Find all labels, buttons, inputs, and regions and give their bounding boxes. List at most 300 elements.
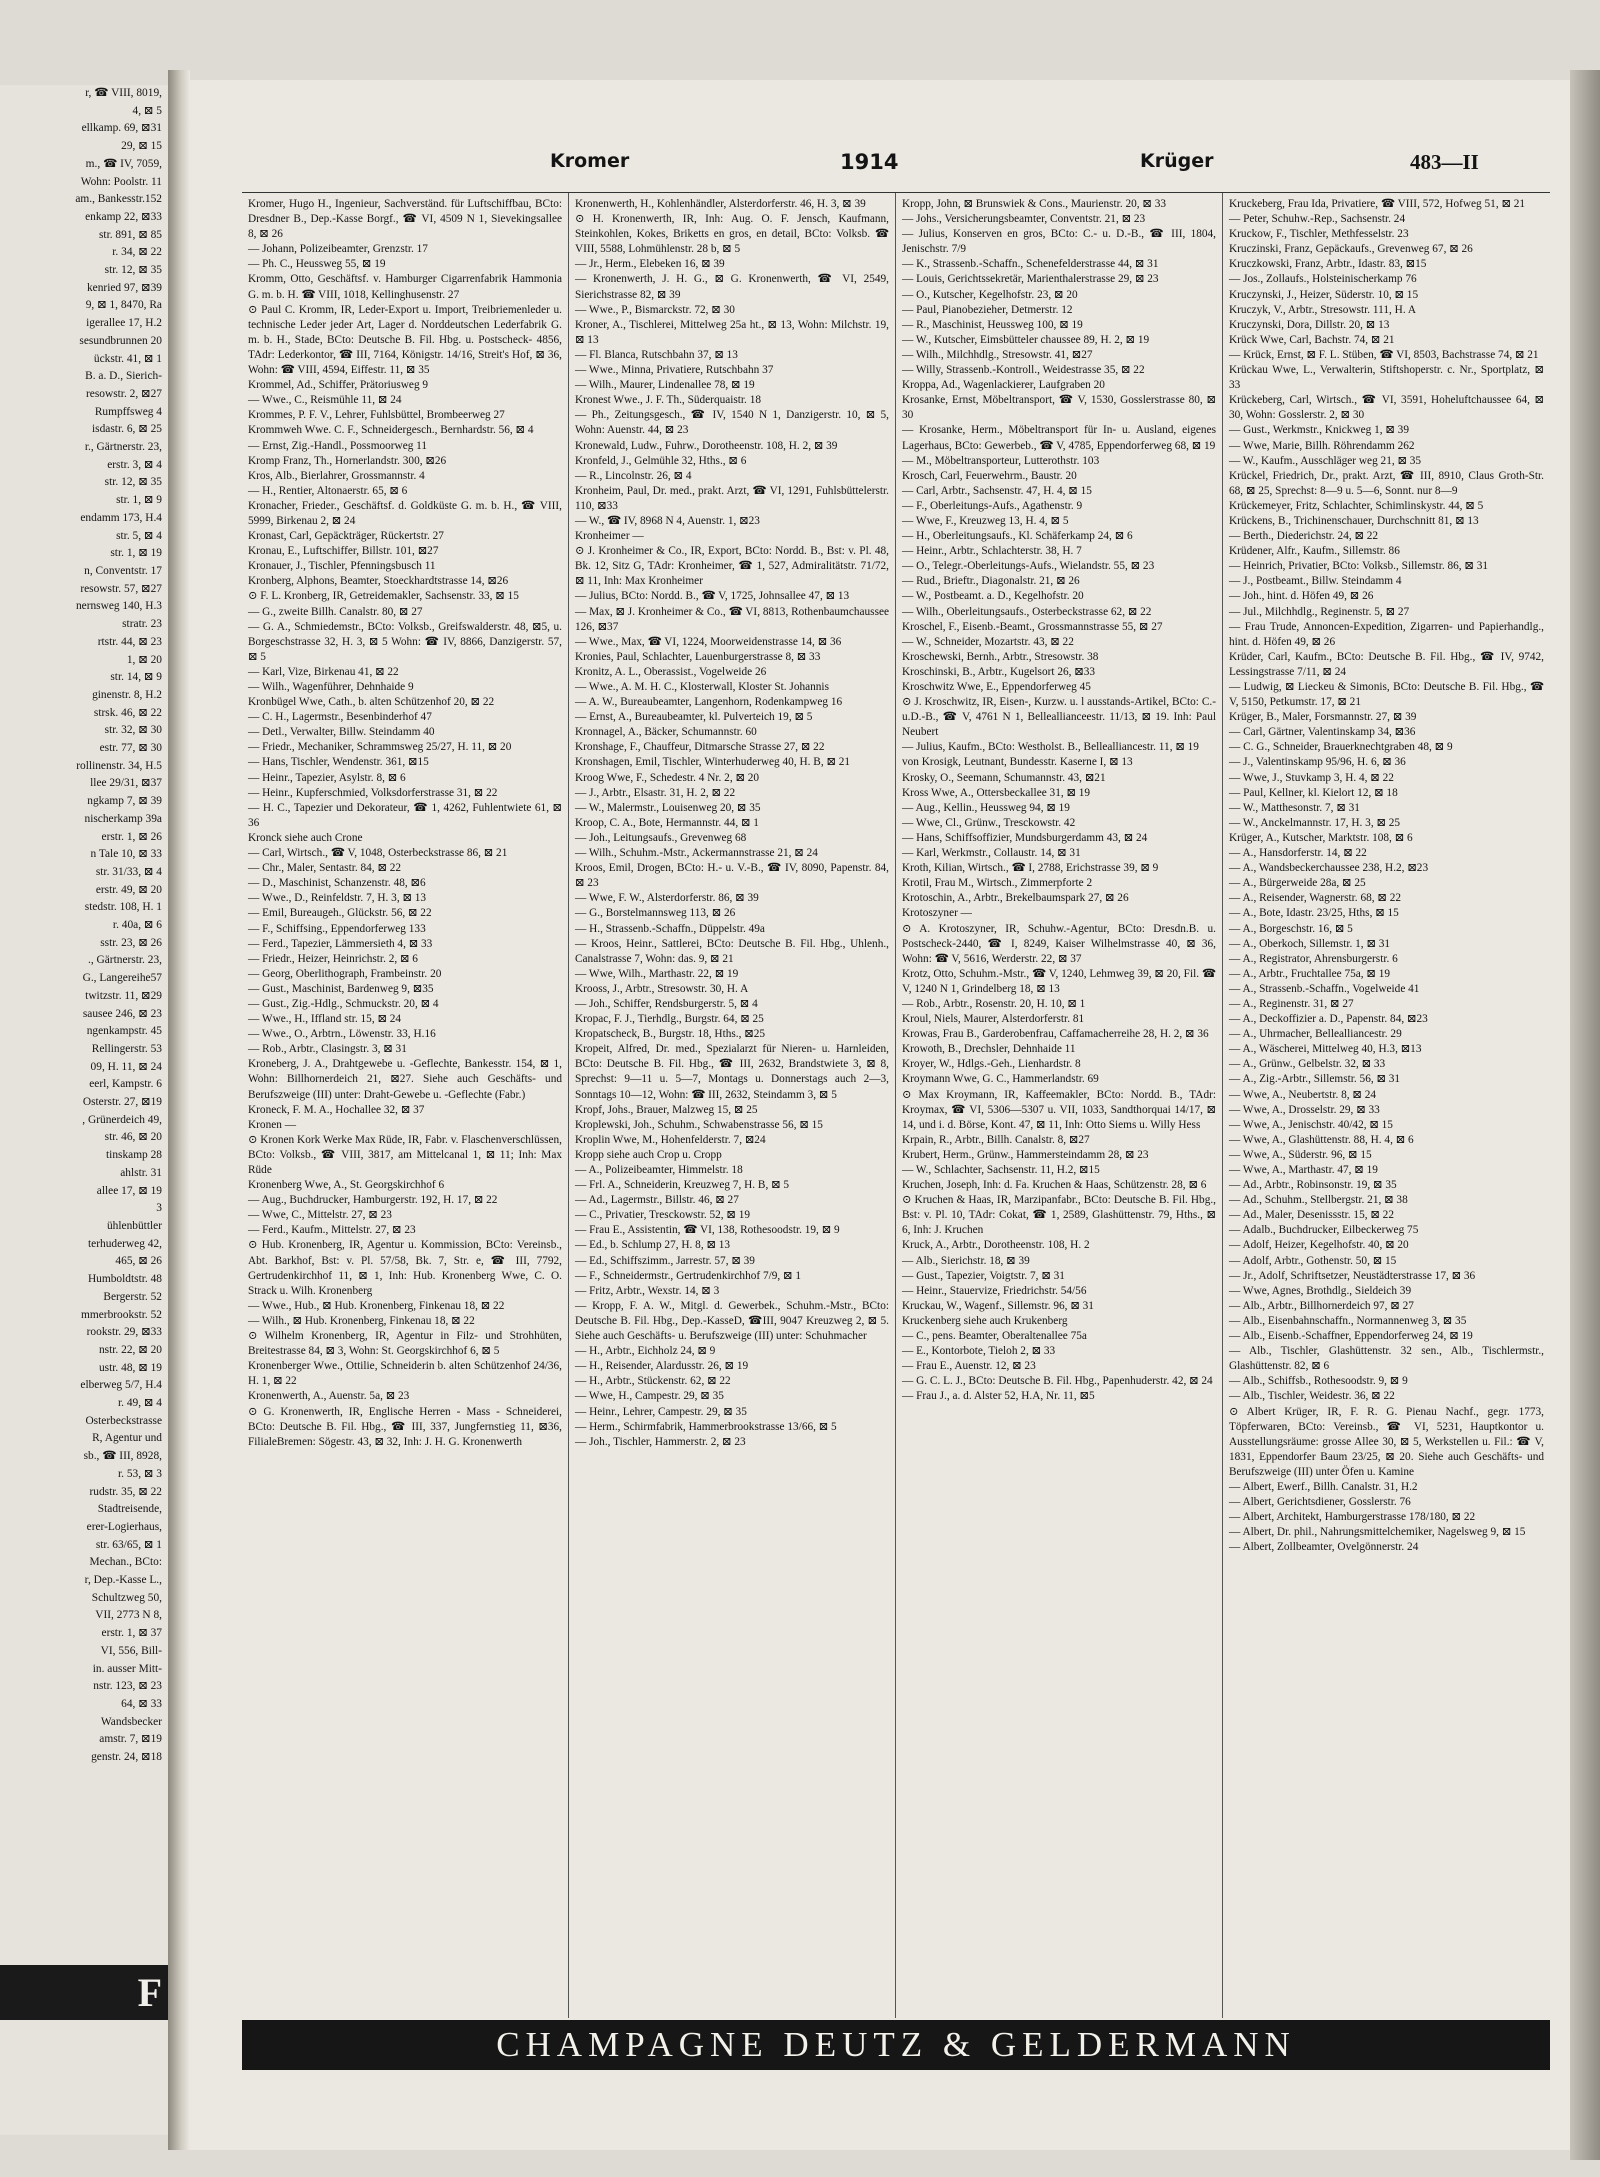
directory-entry: — F., Schneidermstr., Gertrudenkirchhof 7/9, ⊠ 1 <box>575 1269 801 1282</box>
left-page-line: erstr. 1, ⊠ 37 <box>101 1627 162 1640</box>
directory-entry: — F., Schiffsing., Eppendorferweg 133 <box>248 922 426 935</box>
directory-entry: — Gust., Zig.-Hdlg., Schmuckstr. 20, ⊠ 4 <box>248 997 439 1010</box>
directory-entry: — W., Anckelmannstr. 17, H. 3, ⊠ 25 <box>1229 816 1401 829</box>
directory-entry: — Wwe., D., Reinfeldstr. 7, H. 3, ⊠ 13 <box>248 892 427 905</box>
directory-entry: — Wwe, J., Stuvkamp 3, H. 4, ⊠ 22 <box>1229 771 1394 784</box>
directory-entry: Kromp Franz, Th., Hornerlandstr. 300, ⊠26 <box>248 454 447 467</box>
left-page-line: mmerbrookstr. 52 <box>81 1308 162 1321</box>
directory-entry: — Emil, Bureaugeh., Glückstr. 56, ⊠ 22 <box>248 907 432 920</box>
directory-entry: Kronshagen, Emil, Tischler, Winterhuderweg 40, H. B, ⊠ 21 <box>575 756 851 769</box>
left-page-line: erstr. 3, ⊠ 4 <box>107 458 162 471</box>
directory-entry: — Albert, Architekt, Hamburgerstrasse 178/180, ⊠ 22 <box>1229 1511 1476 1524</box>
left-page-line: Rellingerstr. 53 <box>91 1042 162 1055</box>
directory-entry: Krotz, Otto, Schuhm.-Mstr., ☎ V, 1240, Lehmweg 39, ⊠ 20, Fil. ☎ V, 1240 N 1, Grindelberg 18, ⊠ 13 <box>902 967 1216 995</box>
directory-entry: — Wwe, Cl., Grünw., Tresckowstr. 42 <box>902 816 1076 829</box>
left-page-line: genstr. 24, ⊠18 <box>91 1751 162 1764</box>
left-page-line: Wohn: Poolstr. 11 <box>80 175 162 188</box>
left-page-line: Osterstr. 27, ⊠19 <box>82 1096 162 1109</box>
directory-entry: — C. G., Schneider, Brauerknechtgraben 48, ⊠ 9 <box>1229 741 1453 754</box>
directory-entry: — Wwe., P., Bismarckstr. 72, ⊠ 30 <box>575 303 735 316</box>
directory-entry: — Ed., Schiffszimm., Jarrestr. 57, ⊠ 39 <box>575 1254 755 1267</box>
advertisement-banner: CHAMPAGNE DEUTZ & GELDERMANN <box>242 2020 1550 2070</box>
left-page-line: r. 40a, ⊠ 6 <box>112 919 162 932</box>
directory-entry: — Frl. A., Schneiderin, Kreuzweg 7, H. B, ⊠ 5 <box>575 1179 790 1192</box>
left-page-line: enkamp 22, ⊠33 <box>85 210 162 223</box>
directory-entry: — Heinrich, Privatier, BCto: Volksb., Sillemstr. 86, ⊠ 31 <box>1229 560 1489 573</box>
directory-entry: — Frau E., Auenstr. 12, ⊠ 23 <box>902 1360 1036 1373</box>
directory-entry: — Jr., Adolf, Schriftsetzer, Neustädterstrasse 17, ⊠ 36 <box>1229 1269 1476 1282</box>
left-page-fragment <box>0 85 170 2135</box>
left-page-line: tinskamp 28 <box>105 1149 162 1162</box>
directory-entry: Kroschewski, Bernh., Arbtr., Stresowstr. 38 <box>902 650 1099 663</box>
directory-entry: — Georg, Oberlithograph, Frambeinstr. 20 <box>248 967 442 980</box>
directory-entry: — Fritz, Arbtr., Wexstr. 14, ⊠ 3 <box>575 1284 720 1297</box>
directory-entry: — Julius, Kaufm., BCto: Westholst. B., Bellealliancestr. 11, ⊠ 19 <box>902 741 1199 754</box>
directory-entry: — Wwe, Marie, Billh. Röhrendamm 262 <box>1229 439 1415 452</box>
left-page-line: ginenstr. 8, H.2 <box>92 688 162 701</box>
directory-entry: — Heinr., Arbtr., Schlachterstr. 38, H. 7 <box>902 545 1082 558</box>
directory-entry: — Friedr., Mechaniker, Schrammsweg 25/27, H. 11, ⊠ 20 <box>248 741 512 754</box>
directory-entry: Kronacher, Frieder., Geschäftsf. d. Goldküste G. m. b. H., ☎ VIII, 5999, Birkenau 2, ⊠ 24 <box>248 499 562 527</box>
left-page-line: Osterbeckstrasse <box>85 1414 162 1427</box>
left-page-line: kenried 97, ⊠39 <box>86 281 162 294</box>
directory-entry: Kruck, A., Arbtr., Dorotheenstr. 108, H. 2 <box>902 1239 1090 1252</box>
directory-entry: Kronheimer — <box>575 530 644 543</box>
directory-entry: — Wwe., O., Arbtrn., Löwenstr. 33, H.16 <box>248 1028 436 1041</box>
left-page-line: str. 1, ⊠ 9 <box>116 494 162 507</box>
directory-entry: — Ernst, A., Bureaubeamter, kl. Pulverteich 19, ⊠ 5 <box>575 711 813 724</box>
left-page-line: str. 46, ⊠ 20 <box>104 1131 162 1144</box>
directory-entry: — W., Schneider, Mozartstr. 43, ⊠ 22 <box>902 635 1074 648</box>
directory-entry: — Joh., Tischler, Hammerstr. 2, ⊠ 23 <box>575 1435 746 1448</box>
left-page-line: Mechan., BCto: <box>89 1556 162 1569</box>
directory-entry: Kroog Wwe, F., Schedestr. 4 Nr. 2, ⊠ 20 <box>575 771 760 784</box>
directory-entry: — Berth., Diederichstr. 24, ⊠ 22 <box>1229 530 1379 543</box>
directory-entry: — Ph. C., Heussweg 55, ⊠ 19 <box>248 258 386 271</box>
directory-entry: Kroul, Niels, Maurer, Alsterdorferstr. 81 <box>902 1013 1085 1026</box>
directory-entry: — Adolf, Heizer, Kegelhofstr. 40, ⊠ 20 <box>1229 1239 1409 1252</box>
directory-entry: — Alb., Eisenbahnschaffn., Normannenweg 3, ⊠ 35 <box>1229 1314 1467 1327</box>
directory-entry: Kros, Alb., Bierlahrer, Grossmannstr. 4 <box>248 469 425 482</box>
directory-entry: — Aug., Buchdrucker, Hamburgerstr. 192, H. 17, ⊠ 22 <box>248 1194 498 1207</box>
header-year: 1914 <box>840 150 899 174</box>
directory-entry: — Ph., Zeitungsgesch., ☎ IV, 1540 N 1, Danzigerstr. 10, ⊠ 5, Wohn: Auenstr. 44, ⊠ 23 <box>575 409 889 437</box>
left-page-line: str. 5, ⊠ 4 <box>116 529 162 542</box>
left-page-line: resowstr. 57, ⊠27 <box>80 582 162 595</box>
directory-entry: — Wilh., Maurer, Lindenallee 78, ⊠ 19 <box>575 379 755 392</box>
directory-entry: — Alb., Arbtr., Billhornerdeich 97, ⊠ 27 <box>1229 1299 1414 1312</box>
directory-entry: — Wwe., A. M. H. C., Klosterwall, Kloster St. Johannis <box>575 681 829 693</box>
left-page-line: str. 12, ⊠ 35 <box>104 264 162 277</box>
directory-entry: — A., Strassenb.-Schaffn., Vogelweide 41 <box>1229 982 1420 995</box>
directory-entry: Kronau, E., Luftschiffer, Billstr. 101, ⊠27 <box>248 545 439 558</box>
directory-entry: — Detl., Verwalter, Billw. Steindamm 40 <box>248 726 435 739</box>
left-page-line: 64, ⊠ 33 <box>121 1697 162 1710</box>
directory-entry: Kroppa, Ad., Wagenlackierer, Laufgraben 20 <box>902 379 1105 392</box>
directory-entry: — Fl. Blanca, Rutschbahn 37, ⊠ 13 <box>575 348 738 361</box>
directory-entry: Kronauer, J., Tischler, Pfenningsbusch 11 <box>248 560 436 573</box>
directory-entry: Kronbügel Wwe, Cath., b. alten Schützenhof 20, ⊠ 22 <box>248 696 495 709</box>
left-page-line: 29, ⊠ 15 <box>121 140 162 153</box>
directory-entry: — H., Rentier, Altonaerstr. 65, ⊠ 6 <box>248 484 408 497</box>
left-page-line: ngenkampstr. 45 <box>86 1025 162 1038</box>
column-3 <box>896 193 1223 2018</box>
directory-entry: Krosky, O., Seemann, Schumannstr. 43, ⊠21 <box>902 771 1106 784</box>
directory-entry: — Wwe, A., Marthastr. 47, ⊠ 19 <box>1229 1164 1378 1176</box>
directory-entry: — J., Valentinskamp 95/96, H. 6, ⊠ 36 <box>1229 756 1406 769</box>
left-page-line: llee 29/31, ⊠37 <box>90 777 162 790</box>
directory-entry: — W., ☎ IV, 8968 N 4, Auenstr. 1, ⊠23 <box>575 514 760 527</box>
directory-entry: — J., Postbeamt., Billw. Steindamm 4 <box>1229 575 1402 588</box>
left-page-line: 9, ⊠ 1, 8470, Ra <box>85 299 162 312</box>
directory-entry: — A., Wandsbeckerchaussee 238, H.2, ⊠23 <box>1229 862 1429 875</box>
directory-entry: — A., Zig.-Arbtr., Sillemstr. 56, ⊠ 31 <box>1229 1073 1401 1086</box>
directory-entry: — C. H., Lagermstr., Besenbinderhof 47 <box>248 711 432 724</box>
directory-entry: — Wilh., ⊠ Hub. Kronenberg, Finkenau 18, ⊠ 22 <box>248 1314 475 1327</box>
directory-entry: Kropatscheck, B., Burgstr. 18, Hths., ⊠25 <box>575 1028 765 1041</box>
directory-entry: ⊙ Albert Krüger, IR, F. R. G. Pienau Nachf., gegr. 1773, Töpferwaren, BCto: Vereinsb., ☎ VI, 5231, Hauptkontor u. Ausstellungsräume: grosse Allee 30, ⊠ 5, Werkstellen u. Fil.: ☎ V, 1831, Eppendorfer Baum 23/25, ⊠ 20. Siehe auch Geschäfts- und Berufszweige (III) unter Öfen u. Kamine <box>1229 1405 1544 1478</box>
left-page-line: r, ☎ VIII, 8019, <box>85 87 162 99</box>
directory-entry: Krotoszyner — <box>902 907 972 920</box>
left-page-line: am., Bankesstr.152 <box>75 193 162 206</box>
left-page-line: eerl, Kampstr. 6 <box>89 1078 162 1091</box>
directory-entry: Kroop, C. A., Bote, Hermannstr. 44, ⊠ 1 <box>575 816 759 829</box>
directory-entry: Krowoth, B., Drechsler, Dehnhaide 11 <box>902 1043 1076 1056</box>
directory-entry: Kronewald, Ludw., Fuhrw., Dorotheenstr. 108, H. 2, ⊠ 39 <box>575 439 838 452</box>
directory-entry: — Wwe., Minna, Privatiere, Rutschbahn 37 <box>575 364 774 377</box>
left-page-line: ngkamp 7, ⊠ 39 <box>87 795 162 808</box>
directory-entry: — A., Arbtr., Fruchtallee 75a, ⊠ 19 <box>1229 967 1391 980</box>
directory-entry: von Krosigk, Leutnant, Bundesstr. Kaserne I, ⊠ 13 <box>902 756 1133 769</box>
directory-entry: Kronast, Carl, Gepäckträger, Rückertstr. 27 <box>248 530 444 543</box>
directory-entry: — Wwe, C., Mittelstr. 27, ⊠ 23 <box>248 1209 392 1222</box>
directory-entry: Kronenwerth, A., Auenstr. 5a, ⊠ 23 <box>248 1390 410 1403</box>
directory-entry: — Wwe, A., Glashüttenstr. 88, H. 4, ⊠ 6 <box>1229 1133 1414 1146</box>
left-page-line: r, Dep.-Kasse L., <box>84 1574 162 1587</box>
directory-entry: — W., Schlachter, Sachsenstr. 11, H.2, ⊠15 <box>902 1164 1100 1176</box>
left-page-line: , Grünerdeich 49, <box>82 1113 162 1126</box>
header-right-word: Krüger <box>1140 150 1214 172</box>
directory-entry: — G. C. L. J., BCto: Deutsche B. Fil. Hbg., Papenhuderstr. 42, ⊠ 24 <box>902 1375 1213 1388</box>
directory-entry: — A., Borgeschstr. 16, ⊠ 5 <box>1229 922 1353 935</box>
directory-entry: Kruczkowski, Franz, Arbtr., Idastr. 83, ⊠15 <box>1229 258 1427 271</box>
column-4 <box>1223 193 1550 2018</box>
directory-entry: — Wwe., Hub., ⊠ Hub. Kronenberg, Finkenau 18, ⊠ 22 <box>248 1299 505 1312</box>
left-page-line: stratr. 23 <box>122 618 162 631</box>
directory-entry: Kroneberg, J. A., Drahtgewebe u. -Geflechte, Bankesstr. 154, ⊠ 1, Wohn: Billhornerdeich 21, ⊠27. Siehe auch Geschäfts- und Berufszweige (III) unter: Draht-Gewebe u. -Geflechte (Fabr.) <box>248 1058 562 1101</box>
directory-entry: — Wwe, A., Neubertstr. 8, ⊠ 24 <box>1229 1088 1376 1101</box>
directory-entry: Krück Wwe, Carl, Bachstr. 74, ⊠ 21 <box>1229 333 1395 346</box>
directory-entry: Kruczinski, Franz, Gepäckaufs., Grevenweg 67, ⊠ 26 <box>1229 243 1473 256</box>
directory-entry: — Wwe, Agnes, Brothdlg., Sieldeich 39 <box>1229 1284 1412 1297</box>
left-page-footer: F <box>0 1965 168 2020</box>
directory-entry: — Albert, Ewerf., Billh. Canalstr. 31, H.2 <box>1229 1480 1418 1493</box>
directory-entry: — A., Reisender, Wagnerstr. 68, ⊠ 22 <box>1229 892 1401 905</box>
directory-entry: — H., Arbtr., Eichholz 24, ⊠ 9 <box>575 1345 716 1358</box>
directory-entry: — Wwe., H., Iffland str. 15, ⊠ 24 <box>248 1013 402 1026</box>
left-page-line: nstr. 123, ⊠ 23 <box>93 1680 162 1693</box>
directory-entry: Kronen — <box>248 1118 297 1131</box>
directory-entry: Krotil, Frau M., Wirtsch., Zimmerpforte 2 <box>902 877 1093 890</box>
left-page-line: nischerkamp 39a <box>84 812 162 825</box>
directory-entry: — Louis, Gerichtssekretär, Marienthalerstrasse 29, ⊠ 23 <box>902 273 1159 286</box>
directory-entry: — Kropp, F. A. W., Mitgl. d. Gewerbek., Schuhm.-Mstr., BCto: Deutsche B. Fil. Hbg., Dep.-KasseD, ☎III, 9047 Kreuzweg 2, ⊠ 5. Siehe auch Geschäfts- u. Berufszweige (III) unter: Schuhmacher <box>575 1299 889 1343</box>
left-page-line: rtstr. 44, ⊠ 23 <box>97 635 162 648</box>
directory-entry: — H. C., Tapezier und Dekorateur, ☎ 1, 4262, Fuhlentwiete 61, ⊠ 36 <box>248 801 562 829</box>
directory-entry: — Hans, Tischler, Wendenstr. 361, ⊠15 <box>248 756 429 769</box>
directory-entry: Kronberg, Alphons, Beamter, Stoeckhardtstrasse 14, ⊠26 <box>248 575 509 588</box>
directory-entry: Krückeberg, Carl, Wirtsch., ☎ VI, 3591, Hoheluftchaussee 64, ⊠ 30, Wohn: Gosslerstr. 2, ⊠ 30 <box>1229 394 1544 422</box>
directory-entry: — Wilh., Milchhdlg., Stresowstr. 41, ⊠27 <box>902 348 1093 361</box>
left-page-line: r., Gärtnerstr. 23, <box>84 441 162 454</box>
left-page-line: elberweg 5/7, H.4 <box>80 1379 162 1392</box>
directory-entry: Kroymann Wwe, G. C., Hammerlandstr. 69 <box>902 1073 1099 1086</box>
directory-entry: — Krosanke, Herm., Möbeltransport für In- u. Ausland, eigenes Lagerhaus, BCto: Gewerbeb., ☎ V, 4785, Eppendorferweg 68, ⊠ 19 <box>902 424 1216 452</box>
directory-entry: — Gust., Tapezier, Voigtstr. 7, ⊠ 31 <box>902 1269 1065 1282</box>
directory-entry: — W., Malermstr., Louisenweg 20, ⊠ 35 <box>575 801 761 814</box>
directory-entry: — F., Oberleitungs-Aufs., Agathenstr. 9 <box>902 499 1083 512</box>
directory-entry: Kroth, Kilian, Wirtsch., ☎ I, 2788, Erichstrasse 39, ⊠ 9 <box>902 862 1159 875</box>
directory-entry: Kroneck, F. M. A., Hochallee 32, ⊠ 37 <box>248 1103 425 1116</box>
left-page-line: ahlstr. 31 <box>120 1166 162 1179</box>
directory-entry: — Peter, Schuhw.-Rep., Sachsenstr. 24 <box>1229 213 1406 226</box>
directory-entry: Kross Wwe, A., Ottersbeckallee 31, ⊠ 19 <box>902 786 1091 799</box>
directory-entry: Krückemeyer, Fritz, Schlachter, Schimlinskystr. 44, ⊠ 5 <box>1229 499 1484 512</box>
directory-entry: — Julius, Konserven en gros, BCto: C.- u. D.-B., ☎ III, 1804, Jenischstr. 7/9 <box>902 228 1216 256</box>
directory-entry: — Paul, Pianobezieher, Detmerstr. 12 <box>902 303 1073 316</box>
directory-entry: Krückau Wwe, L., Verwalterin, Stiftshoperstr. c. Nr., Sportplatz, ⊠ 33 <box>1229 364 1544 392</box>
directory-entry: Krüdener, Alfr., Kaufm., Sillemstr. 86 <box>1229 545 1400 558</box>
directory-entry: — Gust., Werkmstr., Knickweg 1, ⊠ 39 <box>1229 424 1409 437</box>
left-page-line: endamm 173, H.4 <box>80 511 162 524</box>
left-page-line: sb., ☎ III, 8928, <box>83 1450 162 1463</box>
left-page-line: Rumpffsweg 4 <box>94 405 162 418</box>
directory-entry: Kruczynski, J., Heizer, Süderstr. 10, ⊠ 15 <box>1229 288 1419 301</box>
left-page-line: stedstr. 108, H. 1 <box>84 901 162 914</box>
left-page-line: 465, ⊠ 26 <box>115 1255 162 1268</box>
directory-entry: — Aug., Kellin., Heussweg 94, ⊠ 19 <box>902 801 1070 814</box>
left-page-line: r. 53, ⊠ 3 <box>117 1467 162 1480</box>
directory-entry: — Alb., Tischler, Glashüttenstr. 32 sen., Alb., Tischlermstr., Glashüttenstr. 82, ⊠ 6 <box>1229 1345 1544 1373</box>
left-page-line: nernsweg 140, H.3 <box>75 600 162 613</box>
left-page-line: str. 32, ⊠ 30 <box>104 724 162 737</box>
directory-entry: — Wwe., Max, ☎ VI, 1224, Moorweidenstrasse 14, ⊠ 36 <box>575 635 842 648</box>
directory-entry: — Rud., Brieftr., Diagonalstr. 21, ⊠ 26 <box>902 575 1080 588</box>
directory-entry: Kropp, John, ⊠ Brunswiek & Cons., Maurienstr. 20, ⊠ 33 <box>902 198 1167 210</box>
directory-entry: — Adolf, Arbtr., Gothenstr. 50, ⊠ 15 <box>1229 1254 1397 1267</box>
directory-entry: — Heinr., Stauervize, Friedrichstr. 54/56 <box>902 1284 1087 1297</box>
directory-entry: — Jul., Milchhdlg., Reginenstr. 5, ⊠ 27 <box>1229 605 1410 618</box>
directory-entry: — Rob., Arbtr., Clasingstr. 3, ⊠ 31 <box>248 1043 407 1056</box>
directory-entry: — Ad., Lagermstr., Billstr. 46, ⊠ 27 <box>575 1194 739 1207</box>
directory-entry: — M., Möbeltransporteur, Lutterothstr. 103 <box>902 454 1100 467</box>
left-page-line: str. 1, ⊠ 19 <box>110 547 162 560</box>
directory-entry: — Wwe, A., Drosselstr. 29, ⊠ 33 <box>1229 1103 1380 1116</box>
directory-entry: — Alb., Schiffsb., Rothesoodstr. 9, ⊠ 9 <box>1229 1375 1408 1388</box>
left-page-line: igerallee 17, H.2 <box>86 317 162 330</box>
directory-entry: — Wwe, Wilh., Marthastr. 22, ⊠ 19 <box>575 967 739 980</box>
directory-entry: — Joh., Leitungsaufs., Grevenweg 68 <box>575 831 747 844</box>
directory-entry: — W., Kutscher, Eimsbütteler chaussee 89, H. 2, ⊠ 19 <box>902 333 1150 346</box>
directory-entry: — Rob., Arbtr., Rosenstr. 20, H. 10, ⊠ 1 <box>902 997 1086 1010</box>
directory-entry: Kroyer, W., Hdlgs.-Geh., Lienhardstr. 8 <box>902 1058 1081 1071</box>
directory-entry: Kruckow, F., Tischler, Methfesselstr. 23 <box>1229 228 1409 241</box>
left-page-line: amstr. 7, ⊠19 <box>99 1733 162 1746</box>
directory-entry: — Herm., Schirmfabrik, Hammerbrookstrasse 13/66, ⊠ 5 <box>575 1420 837 1433</box>
directory-entry: Kroos, Emil, Drogen, BCto: H.- u. V.-B., ☎ IV, 8090, Papenstr. 84, ⊠ 23 <box>575 862 889 890</box>
left-page-line: sstr. 23, ⊠ 26 <box>100 936 162 949</box>
left-page-line: Schultzweg 50, <box>91 1591 162 1604</box>
directory-entry: Kroplin Wwe, M., Hohenfelderstr. 7, ⊠24 <box>575 1133 766 1146</box>
directory-entry: — Ludwig, ⊠ Lieckeu & Simonis, BCto: Deutsche B. Fil. Hbg., ☎ V, 5150, Petkumstr. 17, ⊠ 21 <box>1229 681 1544 709</box>
directory-entry: — Ad., Maler, Desenissstr. 15, ⊠ 22 <box>1229 1209 1394 1222</box>
directory-entry: — G. A., Schmiedemstr., BCto: Volksb., Greifswalderstr. 48, ⊠5, u. Borgeschstrasse 32, H. 3, ⊠ 5 Wohn: ☎ IV, 8866, Danzigerstr. 57, ⊠ 5 <box>248 620 562 663</box>
header-left-word: Kromer <box>550 150 630 172</box>
left-page-line: 3 <box>156 1202 162 1215</box>
directory-entry: Kropf, Johs., Brauer, Malzweg 15, ⊠ 25 <box>575 1103 758 1116</box>
left-page-line: R, Agentur und <box>92 1432 162 1445</box>
directory-entry: — A., Wäscherei, Mittelweg 40, H.3, ⊠13 <box>1229 1043 1422 1056</box>
directory-entry: — A., Polizeibeamter, Himmelstr. 18 <box>575 1164 743 1176</box>
directory-entry: — Jr., Herm., Elebeken 16, ⊠ 39 <box>575 258 725 271</box>
directory-entry: Kroner, A., Tischlerei, Mittelweg 25a ht., ⊠ 13, Wohn: Milchstr. 19, ⊠ 13 <box>575 318 889 346</box>
directory-entry: — Frau E., Assistentin, ☎ VI, 138, Rothesoodstr. 19, ⊠ 9 <box>575 1224 840 1237</box>
directory-entry: — Wwe, A., Süderstr. 96, ⊠ 15 <box>1229 1148 1372 1161</box>
directory-entry: — Johs., Versicherungsbeamter, Conventstr. 21, ⊠ 23 <box>902 213 1146 226</box>
directory-entry: Krosanke, Ernst, Möbeltransport, ☎ V, 1530, Gosslerstrasse 80, ⊠ 30 <box>902 394 1216 422</box>
directory-entry: Kruckau, W., Wagenf., Sillemstr. 96, ⊠ 31 <box>902 1299 1094 1312</box>
left-page-line: B. a. D., Sierich- <box>85 370 162 383</box>
directory-entry: Kropp siehe auch Crop u. Cropp <box>575 1148 722 1161</box>
header-page-number: 483—II <box>1410 150 1479 174</box>
left-page-line: sausee 246, ⊠ 23 <box>82 1007 162 1020</box>
directory-entry: Krommel, Ad., Schiffer, Prätoriusweg 9 <box>248 379 429 392</box>
directory-entry: Kroschwitz Wwe, E., Eppendorferweg 45 <box>902 681 1091 693</box>
left-page-line: VII, 2773 N 8, <box>95 1609 162 1622</box>
directory-entry: — Wilh., Oberleitungsaufs., Osterbeckstrasse 62, ⊠ 22 <box>902 605 1152 618</box>
left-page-line: resowstr. 2, ⊠27 <box>86 387 162 400</box>
directory-entry: — Ernst, Zig.-Handl., Possmoorweg 11 <box>248 439 428 452</box>
directory-entry: — J., Arbtr., Elsastr. 31, H. 2, ⊠ 22 <box>575 786 736 799</box>
directory-entry: — Alb., Tischler, Weidestr. 36, ⊠ 22 <box>1229 1390 1395 1403</box>
left-page-line: Wandsbecker <box>100 1715 162 1728</box>
directory-entry: Kroschel, F., Eisenb.-Beamt., Grossmannstrasse 55, ⊠ 27 <box>902 620 1163 633</box>
left-page-line: ühlenbüttler <box>106 1220 162 1232</box>
left-page-line: m., ☎ IV, 7059, <box>85 157 162 170</box>
directory-entry: — W., Matthesonstr. 7, ⊠ 31 <box>1229 801 1360 814</box>
left-page-line: str. 891, ⊠ 85 <box>98 228 162 241</box>
directory-entry: — Ferd., Kaufm., Mittelstr. 27, ⊠ 23 <box>248 1224 416 1237</box>
directory-entry: — Alb., Sierichstr. 18, ⊠ 39 <box>902 1254 1030 1267</box>
directory-entry: — K., Strassenb.-Schaffn., Schenefelderstrasse 44, ⊠ 31 <box>902 258 1159 271</box>
directory-entry: Krückens, B., Trichinenschauer, Durchschnitt 81, ⊠ 13 <box>1229 514 1479 527</box>
directory-entry: — Ad., Arbtr., Robinsonstr. 19, ⊠ 35 <box>1229 1179 1397 1192</box>
directory-entry: — Johann, Polizeibeamter, Grenzstr. 17 <box>248 243 428 256</box>
directory-entry: — Kroos, Heinr., Sattlerei, BCto: Deutsche B. Fil. Hbg., Uhlenh., Canalstrasse 7, Wohn: das. 9, ⊠ 21 <box>575 937 889 965</box>
directory-entry: ⊙ G. Kronenwerth, IR, Englische Herren - Mass - Schneiderei, BCto: Deutsche B. Fil. Hbg., ☎ III, 337, Jungfernstieg 11, ⊠36, FilialeBremen: Sögestr. 43, ⊠ 32, Inh: J. H. G. Kronenwerth <box>248 1405 562 1448</box>
directory-entry: Kropeit, Alfred, Dr. med., Spezialarzt für Nieren- u. Harnleiden, BCto: Deutsche B. Fil. Hbg., ☎ III, 2632, Brandstwiete 3, ⊠ 8, Sprechst: 9—11 u. 5—7, Montags u. Donnerstags auch 2—3, Sonntags 10—12, Wohn: ☎ III, 2632, Steindamm 3, ⊠ 5 <box>575 1043 889 1101</box>
directory-entry: Krommes, P. F. V., Lehrer, Fuhlsbüttel, Brombeerweg 27 <box>248 409 505 422</box>
directory-entry: — Friedr., Heizer, Heinrichstr. 2, ⊠ 6 <box>248 952 418 965</box>
directory-entry: — A., Oberkoch, Sillemstr. 1, ⊠ 31 <box>1229 937 1391 950</box>
directory-entry: — A., Hansdorferstr. 14, ⊠ 22 <box>1229 847 1367 860</box>
directory-entry: — Kronenwerth, J. H. G., ⊠ G. Kronenwerth, ☎ VI, 2549, Sierichstrasse 82, ⊠ 39 <box>575 273 889 301</box>
directory-entry: — Julius, BCto: Nordd. B., ☎ V, 1725, Johnsallee 47, ⊠ 13 <box>575 590 850 603</box>
left-page-line: G., Langereihe57 <box>82 972 162 985</box>
directory-entry: — W., Postbeamt. a. D., Kegelhofstr. 20 <box>902 590 1084 603</box>
directory-entry: — A. W., Bureaubeamter, Langenhorn, Rodenkampweg 16 <box>575 696 843 709</box>
directory-entry: — Albert, Gerichtsdiener, Gosslerstr. 76 <box>1229 1496 1411 1509</box>
page-header <box>190 142 1570 182</box>
directory-entry: Kronies, Paul, Schlachter, Lauenburgerstrasse 8, ⊠ 33 <box>575 650 821 663</box>
column-2 <box>569 193 896 2018</box>
left-page-line: Bergerstr. 52 <box>103 1290 162 1303</box>
directory-entry: — Max, ⊠ J. Kronheimer & Co., ☎ VI, 8813, Rothenbaumchaussee 126, ⊠37 <box>575 605 889 633</box>
directory-entry: — H., Reisender, Alardusstr. 26, ⊠ 19 <box>575 1360 749 1373</box>
left-page-line: sesundbrunnen 20 <box>79 334 162 347</box>
directory-entry: — R., Maschinist, Heussweg 100, ⊠ 19 <box>902 318 1083 331</box>
directory-entry: — Albert, Dr. phil., Nahrungsmittelchemiker, Nagelsweg 9, ⊠ 15 <box>1229 1526 1526 1539</box>
directory-entry: — Wilh., Wagenführer, Dehnhaide 9 <box>248 681 414 693</box>
left-page-line: 4, ⊠ 5 <box>132 104 162 117</box>
directory-entry: — A., Uhrmacher, Bellealliancestr. 29 <box>1229 1028 1402 1041</box>
left-page-line: str. 63/65, ⊠ 1 <box>95 1538 162 1551</box>
directory-entry: ⊙ J. Kroschwitz, IR, Eisen-, Kurzw. u. l ausstands-Artikel, BCto: C.-u.D.-B., ☎ V, 4761 N 1, Belleallianceestr. 11/13, ⊠ 19. Inh: Paul Neubert <box>902 696 1216 739</box>
directory-entry: Kronest Wwe., J. F. Th., Süderquaistr. 18 <box>575 394 762 407</box>
directory-entry: — Wilh., Schuhm.-Mstr., Ackermannstrasse 21, ⊠ 24 <box>575 847 818 860</box>
directory-entry: — Wwe, F., Kreuzweg 13, H. 4, ⊠ 5 <box>902 514 1069 527</box>
directory-entry: Kromer, Hugo H., Ingenieur, Sachverständ. für Luftschiffbau, BCto: Dresdner B., Dep.-Kasse Borgf., ☎ VI, 4509 N 1, Sievekingsallee 8, ⊠ 26 <box>248 198 562 241</box>
directory-entry: Kruchen, Joseph, Inh: d. Fa. Kruchen & Haas, Schützenstr. 28, ⊠ 6 <box>902 1179 1207 1192</box>
directory-entry: ⊙ Wilhelm Kronenberg, IR, Agentur in Filz- und Strohhüten, Breitestrasse 84, ⊠ 3, Wohn: St. Georgskirchhof 6, ⊠ 5 <box>248 1330 562 1358</box>
left-page-line: allee 17, ⊠ 19 <box>96 1184 162 1197</box>
left-page-line: ustr. 48, ⊠ 19 <box>98 1361 162 1374</box>
directory-entry: — C., pens. Beamter, Oberaltenallee 75a <box>902 1330 1087 1343</box>
directory-entry: — Albert, Zollbeamter, Ovelgönnerstr. 24 <box>1229 1541 1419 1554</box>
directory-entry: Krowas, Frau B., Garderobenfrau, Caffamacherreihe 28, H. 2, ⊠ 36 <box>902 1028 1209 1041</box>
directory-entry: Krosch, Carl, Feuerwehrm., Baustr. 20 <box>902 469 1077 482</box>
directory-entry: — D., Maschinist, Schanzenstr. 48, ⊠6 <box>248 877 426 890</box>
directory-entry: — G., Borstelmannsweg 113, ⊠ 26 <box>575 907 736 920</box>
left-page-line: nstr. 22, ⊠ 20 <box>98 1343 162 1356</box>
directory-entry: Kronheim, Paul, Dr. med., prakt. Arzt, ☎ VI, 1291, Fuhlsbüttelerstr. 110, ⊠33 <box>575 484 889 512</box>
directory-entry: — H., Strassenb.-Schaffn., Düppelstr. 49a <box>575 922 765 935</box>
directory-entry: — Wwe, F. W., Alsterdorferstr. 86, ⊠ 39 <box>575 892 759 905</box>
directory-entry: — Krück, Ernst, ⊠ F. L. Stüben, ☎ VI, 8503, Bachstrasse 74, ⊠ 21 <box>1229 348 1539 361</box>
directory-entry: — H., Oberleitungsaufs., Kl. Schäferkamp 24, ⊠ 6 <box>902 530 1133 543</box>
directory-entry: — A., Reginenstr. 31, ⊠ 27 <box>1229 997 1354 1010</box>
directory-entry: Kropac, F. J., Tierhdlg., Burgstr. 64, ⊠ 25 <box>575 1013 764 1026</box>
directory-entry: — Hans, Schiffsoffizier, Mundsburgerdamm 43, ⊠ 24 <box>902 831 1148 844</box>
directory-entry: — Alb., Eisenb.-Schaffner, Eppendorferweg 24, ⊠ 19 <box>1229 1330 1473 1343</box>
directory-entry: ⊙ J. Kronheimer & Co., IR, Export, BCto: Nordd. B., Bst: v. Pl. 48, Bk. 12, Sitz G, TAdr: Kronheimer, ☎ 1, 527, Admiralitätstr. 71/72, ⊠ 11, Inh: Max Kronheimer <box>575 545 889 588</box>
directory-entry: ⊙ Kruchen & Haas, IR, Marzipanfabr., BCto: Deutsche B. Fil. Hbg., Bst: v. Pl. 10, TAdr: Cokat, ☎ 1, 2589, Glashüttenstr. 79, Hths., ⊠ 6, Inh: J. Kruchen <box>902 1194 1216 1237</box>
directory-entry: Kronenberg Wwe, A., St. Georgskirchhof 6 <box>248 1179 445 1192</box>
directory-entry: Kroplewski, Joh., Schuhm., Schwabenstrasse 56, ⊠ 15 <box>575 1118 823 1131</box>
left-page-line: VI, 556, Bill- <box>100 1644 162 1657</box>
directory-entry: — Jos., Zollaufs., Holsteinischerkamp 76 <box>1229 273 1417 286</box>
directory-entry: Kruczynski, Dora, Dillstr. 20, ⊠ 13 <box>1229 318 1390 331</box>
directory-entry: Krommweh Wwe. C. F., Schneidergesch., Bernhardstr. 56, ⊠ 4 <box>248 424 534 437</box>
left-page-line: rookstr. 29, ⊠33 <box>86 1326 162 1339</box>
directory-entry: — Karl, Werkmstr., Collaustr. 14, ⊠ 31 <box>902 847 1081 860</box>
directory-entry: — Gust., Maschinist, Bardenweg 9, ⊠35 <box>248 982 434 995</box>
left-page-line: Stadtreisende, <box>97 1503 162 1516</box>
left-page-line: 1, ⊠ 20 <box>126 653 162 666</box>
directory-entry: — A., Bote, Idastr. 23/25, Hths, ⊠ 15 <box>1229 907 1399 920</box>
left-page-line: str. 14, ⊠ 9 <box>110 671 162 684</box>
directory-entry: — Carl, Gärtner, Valentinskamp 34, ⊠36 <box>1229 726 1416 739</box>
